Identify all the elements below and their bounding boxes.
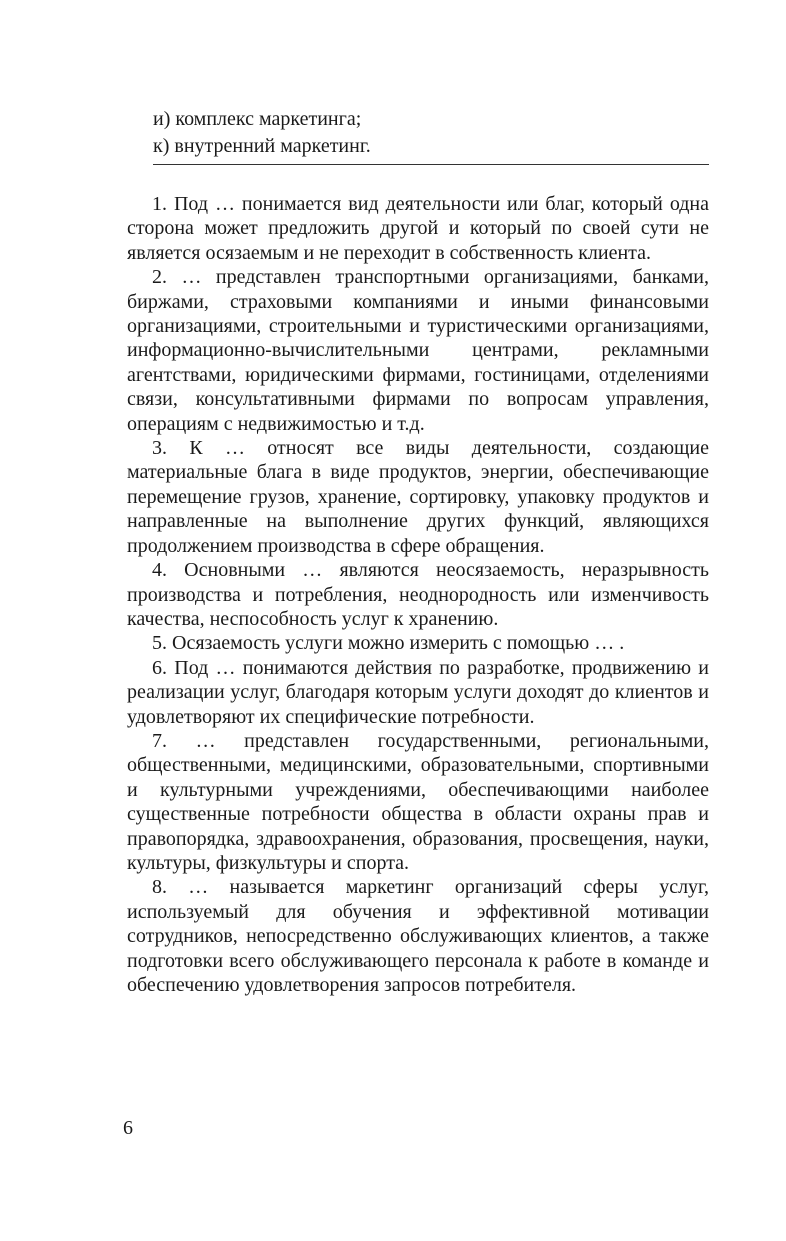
question-4: 4. Основными … являются неосязаемость, неразрывность производства и потребления, неоднородность или изменчивость качества, неспособность услуг к хранению. [127,559,709,630]
question-8: 8. … называется маркетинг организаций сферы услуг, используемый для обучения и эффективной мотивации сотрудников, непосредственно обслуживающих клиентов, а также подготовки всего обслуживающего персонала к работе в команде и обеспечению удовлетворения запросов потребителя. [127,876,709,996]
question-2: 2. … представлен транспортными организациями, банками, биржами, страховыми компаниями и иными финансовыми организациями, строительными и туристическими организациями, информационно-вычислительными центрами, рекламными агентствами, юридическими фирмами, гостиницами, отделениями связи, консультативными фирмами по вопросам управления, операциям с недвижимостью и т.д. [127,266,709,435]
questions-section [127,192,709,997]
section-divider [153,164,709,165]
page-number: 6 [123,1117,133,1139]
question-5: 5. Осязаемость услуги можно измерить с помощью … . [152,632,625,655]
question-6: 6. Под … понимаются действия по разработке, продвижению и реализации услуг, благодаря которым услуги доходят до клиентов и удовлетворяют их специфические потребности. [127,656,709,728]
answer-option-i: и) комплекс маркетинга; [153,108,362,130]
question-1: 1. Под … понимается вид деятельности или благ, который одна сторона может предложить другой и который по своей сути не является осязаемым и не переходит в собственность клиента. [127,193,709,264]
answer-option-k: к) внутренний маркетинг. [153,135,371,157]
answer-options-list [153,106,713,160]
question-7: 7. … представлен государственными, региональными, общественными, медицинскими, образовательными, спортивными и культурными учреждениями, обеспечивающими наиболее существенные потребности общества в области охраны прав и правопорядка, здравоохранения, образования, просвещения, науки, культуры, физкультуры и спорта. [127,729,709,874]
question-3: 3. К … относят все виды деятельности, создающие материальные блага в виде продуктов, энергии, обеспечивающие перемещение грузов, хранение, сортировку, упаковку продуктов и направленные на выполнение других функций, являющихся продолжением производства в сфере обращения. [127,437,709,557]
